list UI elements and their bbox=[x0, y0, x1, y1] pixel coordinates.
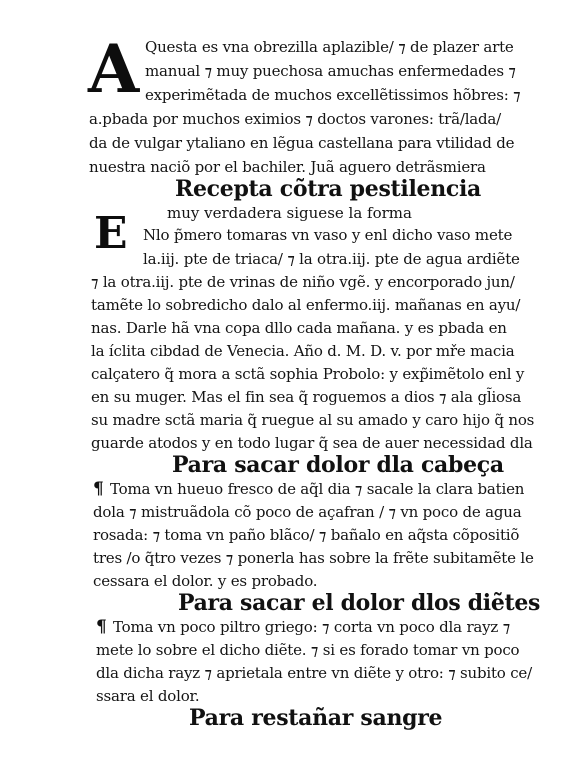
remedy-line: ssara el dolor. bbox=[96, 687, 200, 705]
remedy-line: rosada: ⁊ toma vn paño blãco/ ⁊ bañalo en aq̃sta cõpositiõ bbox=[93, 526, 520, 544]
section-subheading: muy verdadera siguese la forma bbox=[167, 204, 412, 222]
intro-line: manual ⁊ muy puechosa amuchas enfermedades ⁊ bbox=[145, 62, 516, 80]
remedy-line: Toma vn poco piltro griego: ⁊ corta vn poco dla rayz ⁊ bbox=[113, 618, 510, 636]
recipe-line: la íclita cibdad de Venecia. Año d. M. D. v. por mře macia bbox=[91, 342, 515, 360]
pilcrow-icon: ¶ bbox=[96, 617, 107, 637]
recipe-line: en su muger. Mas el fin sea q̃ roguemos a dios ⁊ ala gl̃iosa bbox=[91, 388, 522, 406]
intro-line: Questa es vna obrezilla aplazible/ ⁊ de plazer arte bbox=[145, 38, 514, 56]
section-heading-cabeca: Para sacar dolor dla cabeça bbox=[172, 452, 504, 478]
intro-line: experimẽtada de muchos excellẽtissimos hõbres: ⁊ bbox=[145, 86, 521, 104]
remedy-line: dola ⁊ mistruãdola cõ poco de açafran / ⁊ vn poco de agua bbox=[93, 503, 522, 521]
decorated-initial-a: A bbox=[88, 30, 140, 108]
recipe-line: calçatero q̃ mora a sctã sophia Probolo: y exp̃imẽtolo enl y bbox=[91, 365, 525, 383]
intro-line: nuestra naciõ por el bachiler. Juã aguero detrãsmiera bbox=[89, 158, 486, 176]
decorated-initial-e: E bbox=[94, 208, 128, 259]
recipe-line: la.iij. pte de triaca/ ⁊ la otra.iij. pte de agua ardiẽte bbox=[143, 250, 520, 268]
remedy-line: Toma vn hueuo fresco de aq̃l dia ⁊ sacale la clara batien bbox=[110, 480, 525, 498]
section-heading-dientes: Para sacar el dolor dlos diẽtes bbox=[178, 590, 541, 616]
recipe-line: ⁊ la otra.iij. pte de vrinas de niño vgẽ. y encorporado jun/ bbox=[91, 273, 515, 291]
recipe-line: Nlo p̃mero tomaras vn vaso y enl dicho vaso mete bbox=[143, 226, 513, 244]
section-heading-sangre: Para restañar sangre bbox=[189, 705, 443, 731]
recipe-line: su madre sctã maria q̃ ruegue al su amado y caro hijo q̃ nos bbox=[91, 411, 535, 429]
remedy-line: mete lo sobre el dicho diẽte. ⁊ si es forado tomar vn poco bbox=[96, 641, 520, 659]
recipe-line: guarde atodos y en todo lugar q̃ sea de auer necessidad dla bbox=[91, 434, 533, 452]
pilcrow-icon: ¶ bbox=[93, 479, 104, 499]
intro-line: a.pbada por muchos eximios ⁊ doctos varones: trã/lada/ bbox=[89, 110, 502, 128]
section-heading-pestilencia: Recepta cõtra pestilencia bbox=[175, 176, 482, 202]
remedy-line: tres /o q̃tro vezes ⁊ ponerla has sobre la frẽte subitamẽte le bbox=[93, 549, 534, 567]
remedy-line: cessara el dolor. y es probado. bbox=[93, 572, 318, 590]
remedy-line: dla dicha rayz ⁊ aprietala entre vn diẽte y otro: ⁊ subito ce/ bbox=[96, 664, 532, 682]
recipe-line: tamẽte lo sobredicho dalo al enfermo.iij. mañanas en ayu/ bbox=[91, 296, 521, 314]
intro-line: da de vulgar ytaliano en lẽgua castellana para vtilidad de bbox=[89, 134, 515, 152]
recipe-line: nas. Darle hã vna copa dllo cada mañana. y es pbada en bbox=[91, 319, 507, 337]
